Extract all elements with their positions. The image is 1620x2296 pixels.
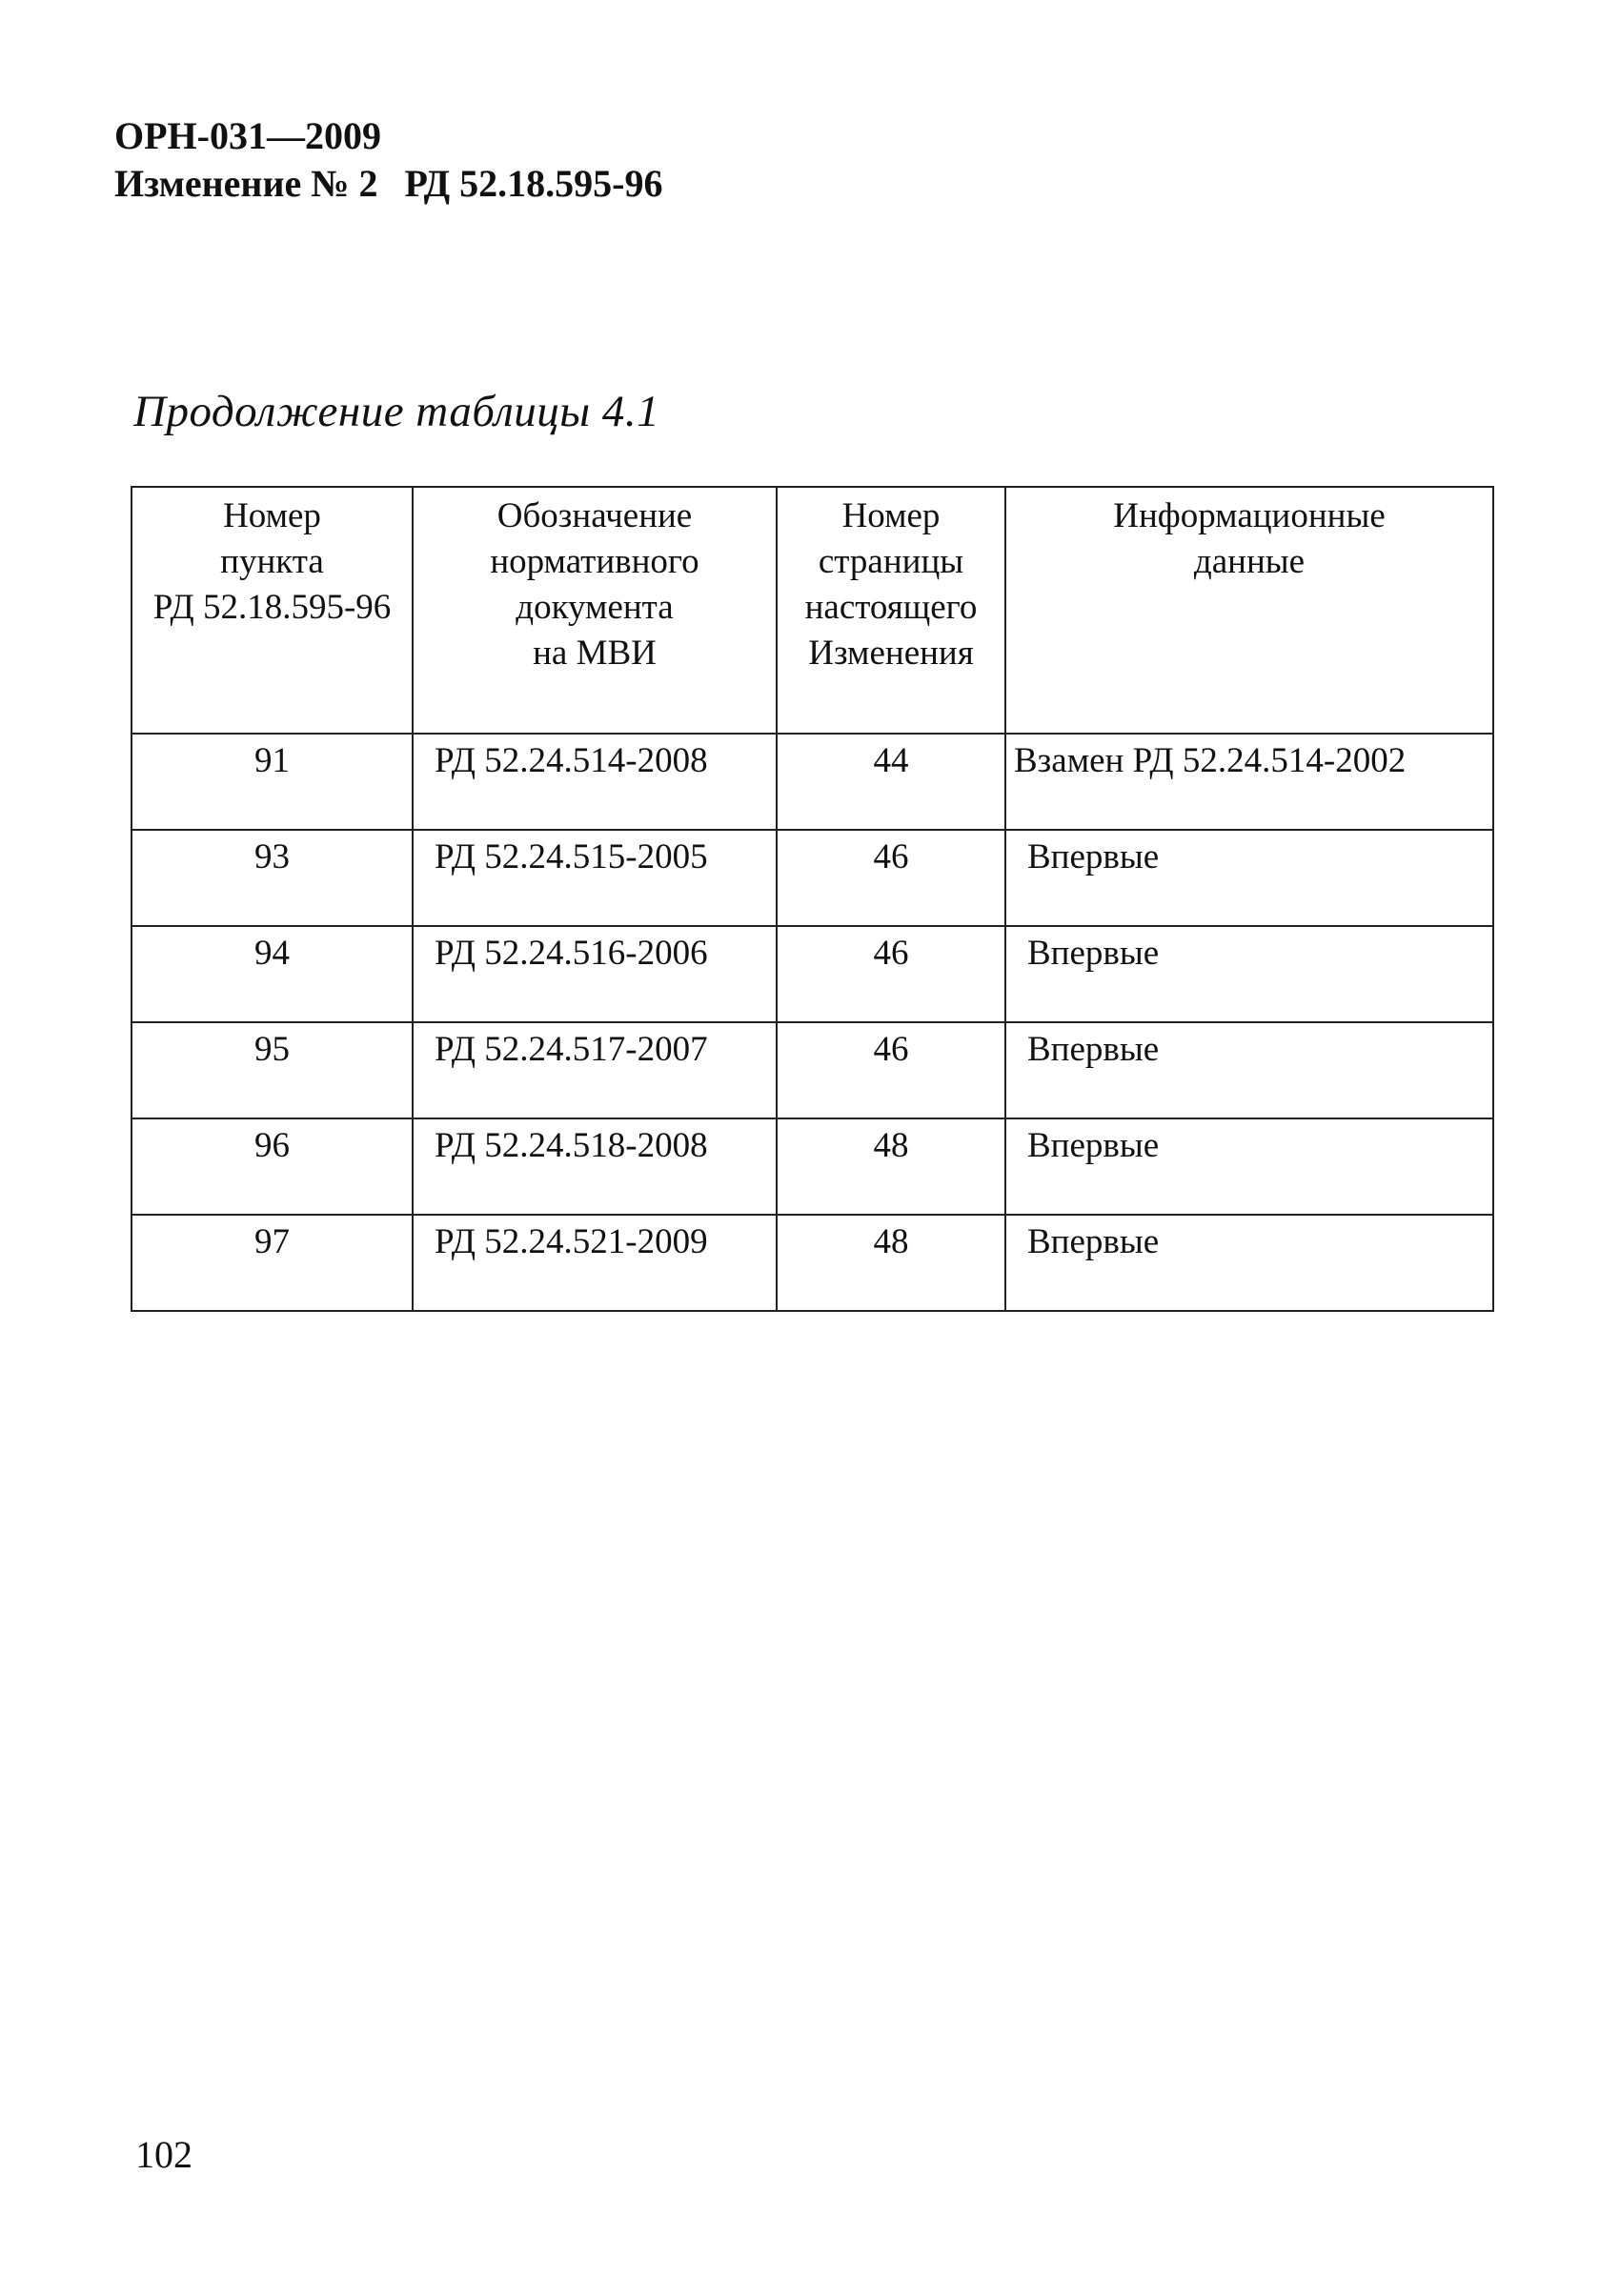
cell-item-number: 97 bbox=[132, 1215, 413, 1311]
table-row bbox=[132, 1215, 1493, 1311]
cell-info: Впервые bbox=[1005, 830, 1493, 926]
header-page-number: Номер страницы настоящего Изменения bbox=[777, 487, 1005, 734]
table-row bbox=[132, 926, 1493, 1022]
cell-item-number: 91 bbox=[132, 734, 413, 830]
change-line bbox=[114, 160, 662, 208]
cell-info: Впервые bbox=[1005, 1118, 1493, 1215]
cell-info: Взамен РД 52.24.514-2002 bbox=[1005, 734, 1493, 830]
cell-document: РД 52.24.514-2008 bbox=[413, 734, 777, 830]
cell-item-number: 94 bbox=[132, 926, 413, 1022]
cell-page: 48 bbox=[777, 1215, 1005, 1311]
cell-document: РД 52.24.518-2008 bbox=[413, 1118, 777, 1215]
cell-document: РД 52.24.516-2006 bbox=[413, 926, 777, 1022]
cell-item-number: 96 bbox=[132, 1118, 413, 1215]
cell-document: РД 52.24.515-2005 bbox=[413, 830, 777, 926]
document-code: ОРН-031—2009 bbox=[114, 114, 381, 157]
cell-info: Впервые bbox=[1005, 1022, 1493, 1118]
change-reference: РД 52.18.595-96 bbox=[404, 162, 663, 205]
table-row bbox=[132, 734, 1493, 830]
cell-page: 46 bbox=[777, 1022, 1005, 1118]
cell-page: 46 bbox=[777, 926, 1005, 1022]
table-caption: Продолжение таблицы 4.1 bbox=[133, 387, 660, 436]
cell-item-number: 95 bbox=[132, 1022, 413, 1118]
cell-info: Впервые bbox=[1005, 1215, 1493, 1311]
header-item-number: Номер пункта РД 52.18.595-96 bbox=[132, 487, 413, 734]
cell-document: РД 52.24.517-2007 bbox=[413, 1022, 777, 1118]
header-document-designation: Обозначение нормативного документа на МВИ bbox=[413, 487, 777, 734]
table-header-row bbox=[132, 487, 1493, 734]
table-row bbox=[132, 830, 1493, 926]
table-row bbox=[132, 1022, 1493, 1118]
cell-page: 48 bbox=[777, 1118, 1005, 1215]
cell-item-number: 93 bbox=[132, 830, 413, 926]
document-header bbox=[114, 112, 662, 208]
cell-page: 46 bbox=[777, 830, 1005, 926]
cell-document: РД 52.24.521-2009 bbox=[413, 1215, 777, 1311]
table-row bbox=[132, 1118, 1493, 1215]
change-label: Изменение № 2 bbox=[114, 162, 378, 205]
cell-page: 44 bbox=[777, 734, 1005, 830]
main-table bbox=[131, 486, 1494, 1312]
page-number: 102 bbox=[135, 2133, 192, 2176]
header-information: Информационные данные bbox=[1005, 487, 1493, 734]
cell-info: Впервые bbox=[1005, 926, 1493, 1022]
